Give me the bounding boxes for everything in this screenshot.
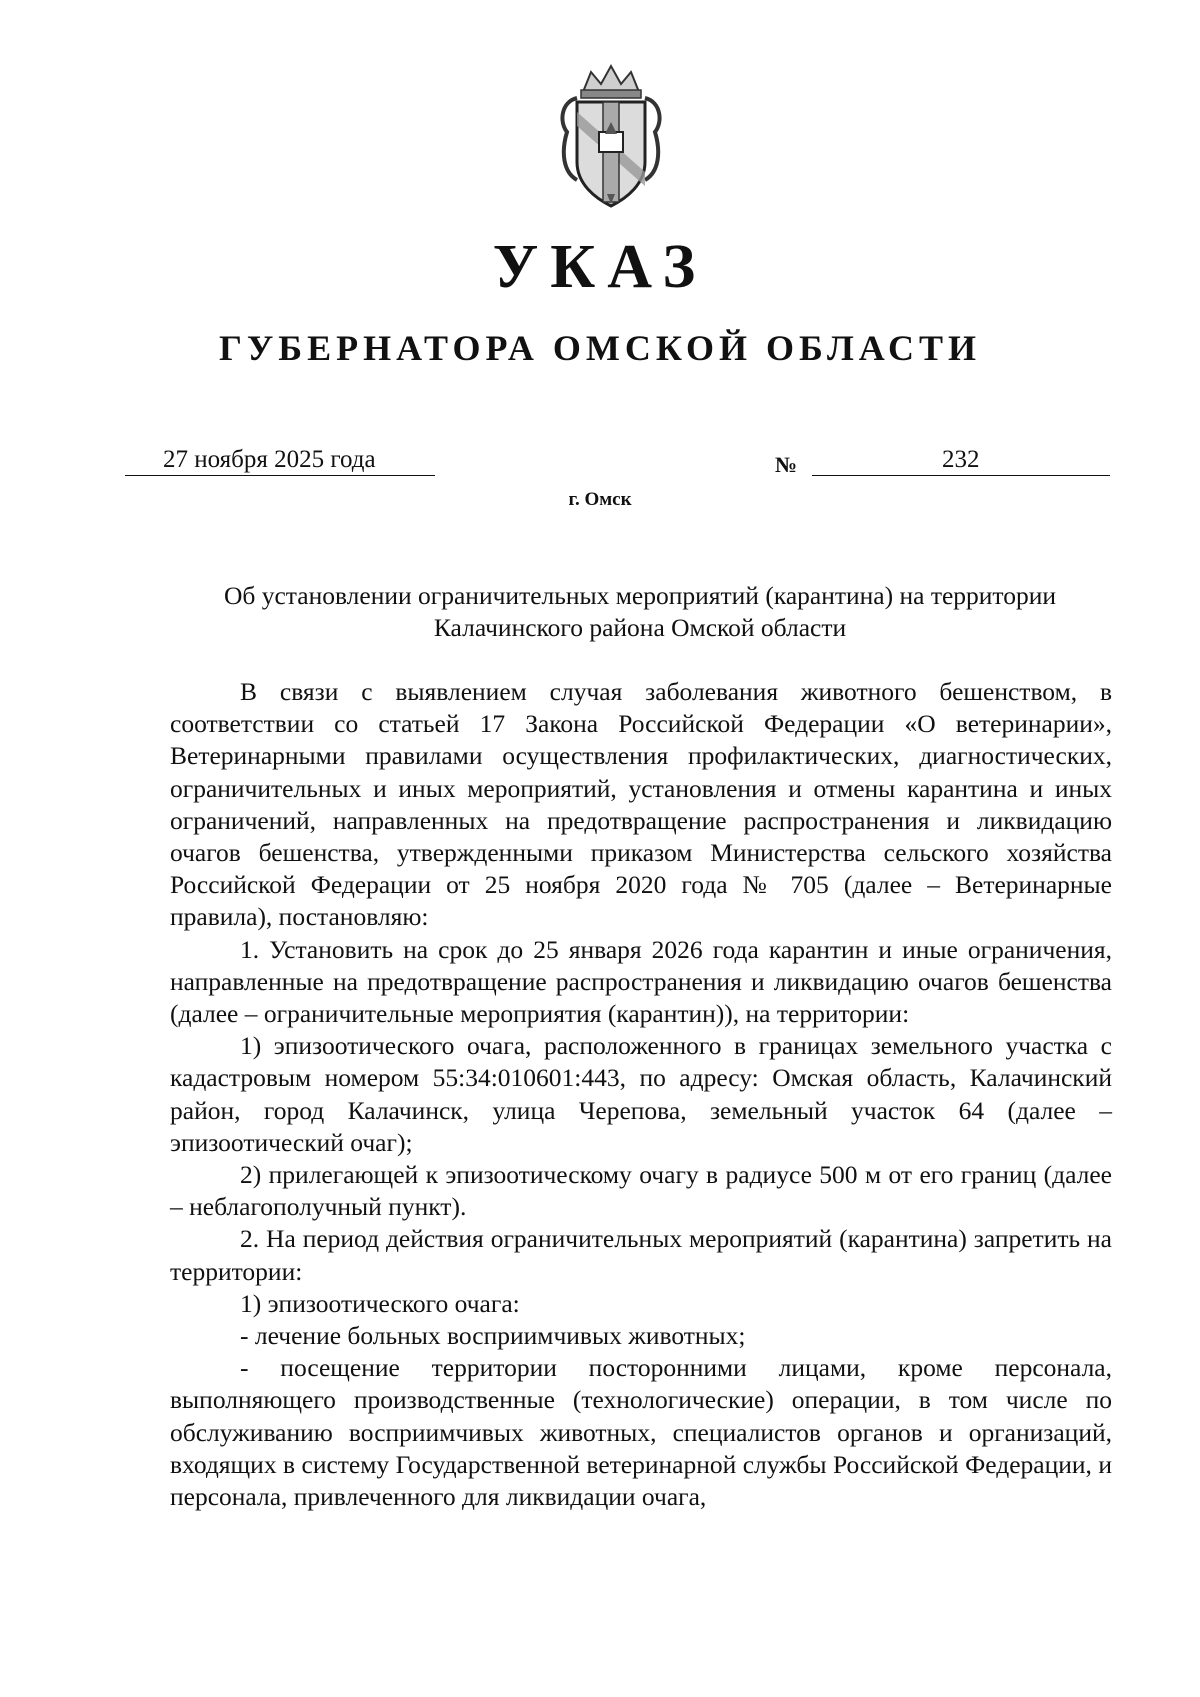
date-field bbox=[125, 445, 435, 476]
body-paragraph: 2) прилегающей к эпизоотическому очагу в радиусе 500 м от его границ (далее – неблагополучный пункт). bbox=[170, 1160, 1112, 1222]
body-paragraph: 1) эпизоотического очага, расположенного в границах земельного участка с кадастровым номером 55:34:010601:443, по адресу: Омская область, Калачинский район, город Калачинск, улица Черепова, земельный участок 64 (далее – эпизоотический очаг); bbox=[170, 1031, 1112, 1157]
decree-date: 27 ноября 2025 года bbox=[163, 446, 376, 473]
city-label: г. Омск bbox=[568, 489, 632, 510]
body-paragraph: 1) эпизоотического очага: bbox=[240, 1288, 520, 1318]
document-title bbox=[170, 580, 1110, 644]
number-field bbox=[812, 445, 1110, 476]
document-body bbox=[170, 676, 1112, 1513]
decree-number: 232 bbox=[942, 446, 980, 473]
issuer-title: ГУБЕРНАТОРА ОМСКОЙ ОБЛАСТИ bbox=[218, 328, 982, 368]
body-paragraph: В связи с выявлением случая заболевания животного бешенством, в соответствии со статьей 17 Закона Российской Федерации «О ветеринарии», Ветеринарными правилами осуществления профилактических, диагностических, ограничительных и иных мероприятий, установления и отмены карантина и иных ограничений, направленных на предотвращение распространения и ликвидацию очагов бешенства, утвержденными приказом Министерства сельского хозяйства Российской Федерации от 25 ноября 2020 года № 705 (далее – Ветеринарные правила), постановляю: bbox=[170, 677, 1112, 932]
body-paragraph: - лечение больных восприимчивых животных; bbox=[240, 1321, 746, 1351]
document-title-line: Калачинского района Омской области bbox=[433, 613, 847, 642]
body-paragraph: - посещение территории посторонними лицами, кроме персонала, выполняющего производственные (технологические) операции, в том числе по обслуживанию восприимчивых животных, специалистов органов и организаций, входящих в систему Государственной ветеринарной службы Российской Федерации, и персонала, привлеченного для ликвидации очага, bbox=[170, 1353, 1112, 1512]
body-paragraph: 2. На период действия ограничительных мероприятий (карантина) запретить на территории: bbox=[170, 1224, 1112, 1286]
number-label: № bbox=[775, 452, 798, 477]
body-paragraph: 1. Установить на срок до 25 января 2026 года карантин и иные ограничения, направленные на предотвращение распространения и ликвидацию очагов бешенства (далее – ограничительные мероприятия (карантин)), на территории: bbox=[170, 934, 1112, 1029]
document-title-line: Об установлении ограничительных мероприятий (карантина) на территории bbox=[223, 581, 1057, 610]
decree-title: УКАЗ bbox=[492, 233, 708, 301]
omsk-oblast-coat-of-arms-icon bbox=[555, 62, 667, 212]
